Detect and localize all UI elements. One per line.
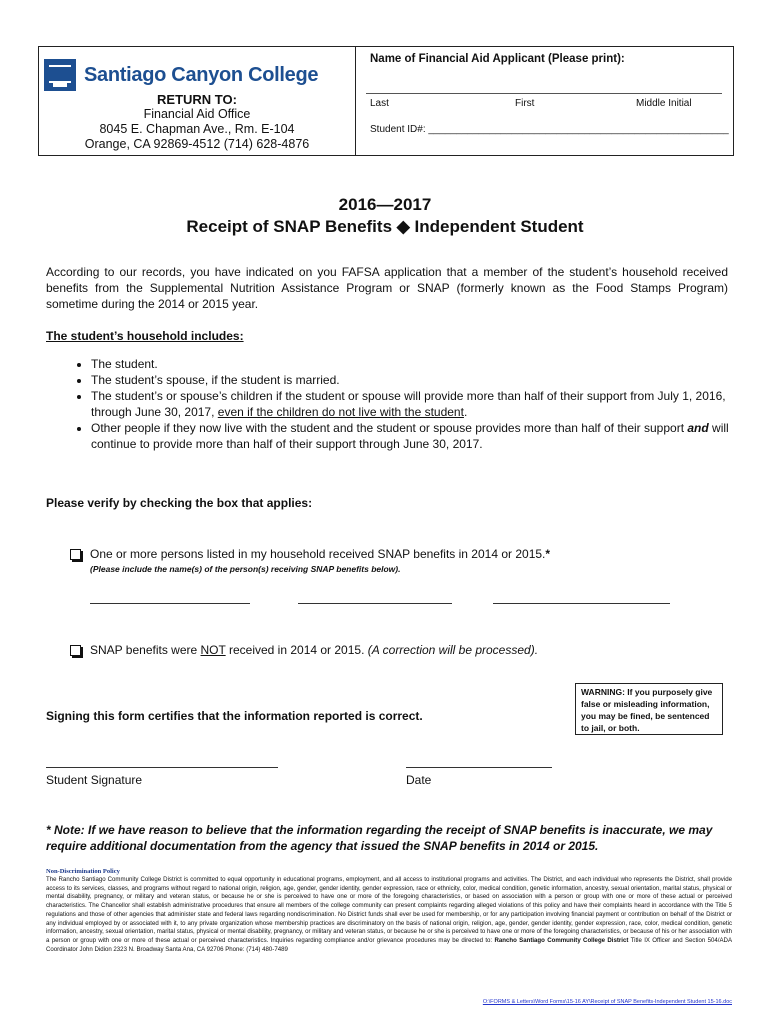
applicant-name-label: Name of Financial Aid Applicant (Please print): (370, 53, 625, 65)
list-item: • The student. (91, 356, 751, 372)
field-last-label: Last (370, 98, 389, 109)
address-line-2: Orange, CA 92869-4512 (714) 628-4876 (84, 137, 310, 151)
intro-paragraph: According to our records, you have indicated on you FAFSA application that a member of the student’s household received benefits from the Supplemental Nutrition Assistance Program or SNAP (formerly known as the Food Stamps Program) sometime during the 2014 or 2015 year. (46, 265, 728, 311)
snap-received-checkbox[interactable] (70, 549, 81, 560)
field-first-label: First (515, 98, 535, 109)
list-item: • The student’s or spouse’s children if the student or spouse will provide more than half of their support from July 1, 2016, through June 30, 2017, even if the children do not live with the student. (91, 388, 751, 420)
snap-not-received-label: SNAP benefits were NOT received in 2014 or 2015. (A correction will be processed). (90, 643, 539, 657)
form-title: Receipt of SNAP Benefits ◆ Independent Student (186, 217, 584, 236)
date-field[interactable] (406, 767, 552, 768)
signature-label: Student Signature (46, 773, 143, 787)
college-name: Santiago Canyon College (84, 63, 319, 86)
header-divider (355, 46, 356, 156)
person-name-field-1[interactable] (90, 603, 250, 604)
college-logo-icon (44, 59, 76, 91)
field-middle-label: Middle Initial (636, 98, 692, 109)
nondiscrimination-body: The Rancho Santiago Community College District is committed to equal opportunity in educational programs, employment, and all access to institutional programs and activities. The District, and each individual who represents the District, shall provide access to its services, classes, and programs without regard to national origin, religion, age, gender, gender identity, gender expression, race or ethnicity, color, medical condition, genetic information, ancestry, sexual orientation, marital status, physical or mental disability, pregnancy, or military and veteran status, or because he or she is perceived to have one or more of the foregoing characteristics, or based on association with a person or group with one or more of these actual or perceived characteristics. The Chancellor shall establish administrative procedures that ensure all members of the college community can present complaints regarding alleged violations of this policy and have their complaints heard in accordance with the Title 5 regulations and those of other agencies that administer state and federal laws regarding nondiscrimination. No District funds shall ever be used for membership, or for any participation involving financial payment or contribution on behalf of the District or any individual employed by or associated with it, to any private organization whose membership practices are discriminatory on the basis of national origin, religion, age, gender, gender identity, gender expression, race, color, medical condition, genetic information, ancestry, sexual orientation, marital status, physical or mental disability, pregnancy, or military and veteran status, or because he or she is perceived to have one or more of the foregoing characteristics, or because of his or her association with a person or group with one or more of these actual or perceived characteristics. Inquiries regarding compliance and/or grievance procedures may be directed to: Rancho Santiago Community College District Title IX Officer and Section 504/ADA Coordinator John Didion 2323 N. Broadway Santa Ana, CA 92706 Phone: (714) 480-7489 (46, 876, 733, 953)
list-item: • The student’s spouse, if the student is married. (91, 372, 751, 388)
household-list (46, 356, 751, 452)
footer-file-path: O:\FORMS & Letters\Word Forms\15-16 AY\Receipt of SNAP Benefits-Independent Student 15-16.doc (482, 999, 732, 1005)
office-name: Financial Aid Office (143, 107, 251, 121)
person-name-field-3[interactable] (493, 603, 670, 604)
certify-statement: Signing this form certifies that the information reported is correct. (46, 709, 423, 723)
warning-box: WARNING: If you purposely give false or misleading information, you may be fined, be sentenced to jail, or both. (575, 683, 723, 735)
household-heading: The student’s household includes: (46, 329, 244, 343)
note-paragraph: * Note: If we have reason to believe that the information regarding the receipt of SNAP benefits is inaccurate, we may require additional documentation from the agency that issued the SNAP benefits in 2014 or 2015. (46, 823, 713, 853)
return-to-label: RETURN TO: (157, 92, 237, 107)
snap-received-label: One or more persons listed in my household received SNAP benefits in 2014 or 2015.* (90, 547, 551, 561)
signature-field[interactable] (46, 767, 278, 768)
college-logo (44, 58, 344, 92)
student-id-field[interactable]: Student ID#: ______________________________________________________ (370, 124, 729, 135)
list-item: • Other people if they now live with the student and the student or spouse provides more than half of their support and will continue to provide more than half of their support through June 30, 2017. (91, 420, 751, 452)
verify-heading: Please verify by checking the box that applies: (46, 496, 313, 510)
return-address (40, 92, 354, 152)
date-label: Date (406, 773, 432, 787)
form-year: 2016—2017 (338, 195, 432, 214)
applicant-name-field[interactable] (366, 93, 722, 94)
address-line-1: 8045 E. Chapman Ave., Rm. E-104 (99, 122, 295, 136)
snap-not-received-checkbox[interactable] (70, 645, 81, 656)
person-name-field-2[interactable] (298, 603, 452, 604)
snap-received-instruction: (Please include the name(s) of the person(s) receiving SNAP benefits below). (90, 564, 401, 574)
nondiscrimination-heading: Non-Discrimination Policy (46, 868, 120, 875)
